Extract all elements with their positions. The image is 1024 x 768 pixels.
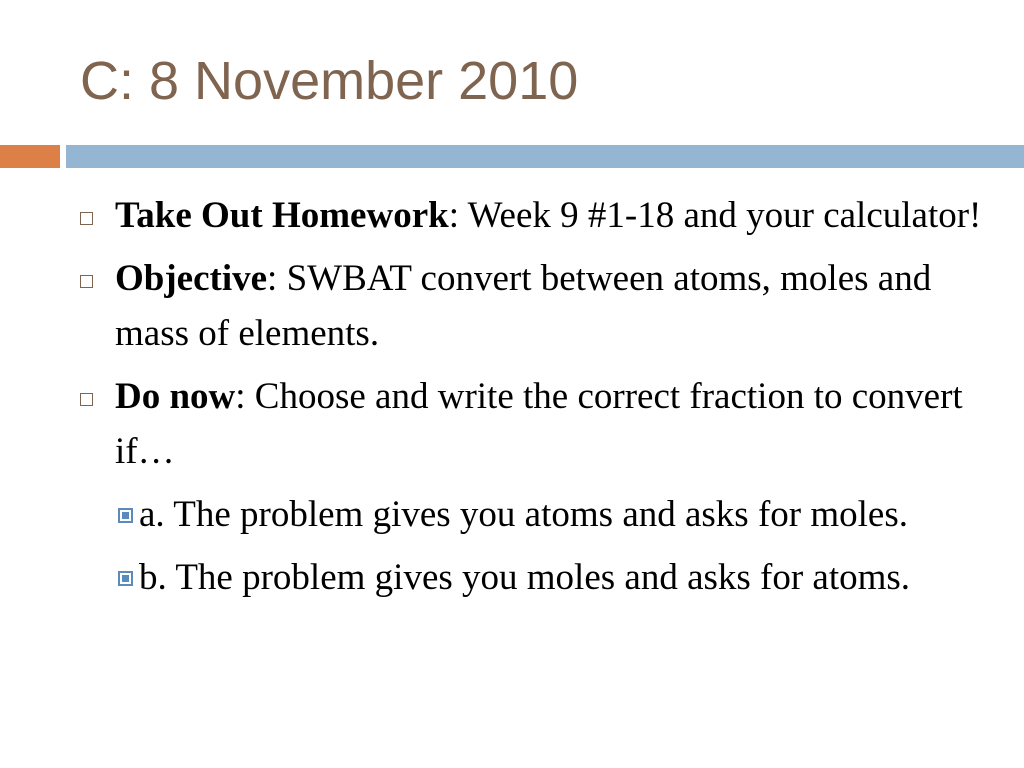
- filled-square-bullet-icon: [118, 571, 133, 586]
- accent-bar-blue: [66, 145, 1024, 168]
- square-bullet-icon: [80, 212, 93, 225]
- bullet-body: : Choose and write the correct fraction to convert if…: [115, 376, 963, 472]
- bullet-body: : SWBAT convert between atoms, moles and mass of elements.: [115, 258, 932, 354]
- square-bullet-icon: [80, 393, 93, 406]
- slide-title: C: 8 November 2010: [80, 51, 579, 111]
- bullet-body: : Week 9 #1-18 and your calculator!: [448, 195, 982, 236]
- bullet-label: Do now: [115, 376, 236, 417]
- accent-bar-orange: [0, 145, 60, 168]
- bullet-label: Take Out Homework: [115, 195, 449, 236]
- sub-bullet-text: b. The problem gives you moles and asks for atoms.: [139, 557, 911, 598]
- sub-bullet-text: a. The problem gives you atoms and asks for moles.: [139, 494, 908, 535]
- bullet-do-now: [80, 369, 1010, 479]
- bullet-objective: [80, 251, 1010, 361]
- bullet-homework: [80, 188, 1010, 243]
- bullet-text: [115, 188, 981, 243]
- square-bullet-icon: [80, 275, 93, 288]
- bullet-text: [115, 369, 1010, 479]
- slide-body: [80, 188, 1010, 613]
- bullet-label: Objective: [115, 258, 268, 299]
- filled-square-bullet-icon: [118, 508, 133, 523]
- sub-bullet-b: [118, 550, 1010, 605]
- sub-bullet-a: [118, 487, 1010, 542]
- bullet-text: [115, 251, 1010, 361]
